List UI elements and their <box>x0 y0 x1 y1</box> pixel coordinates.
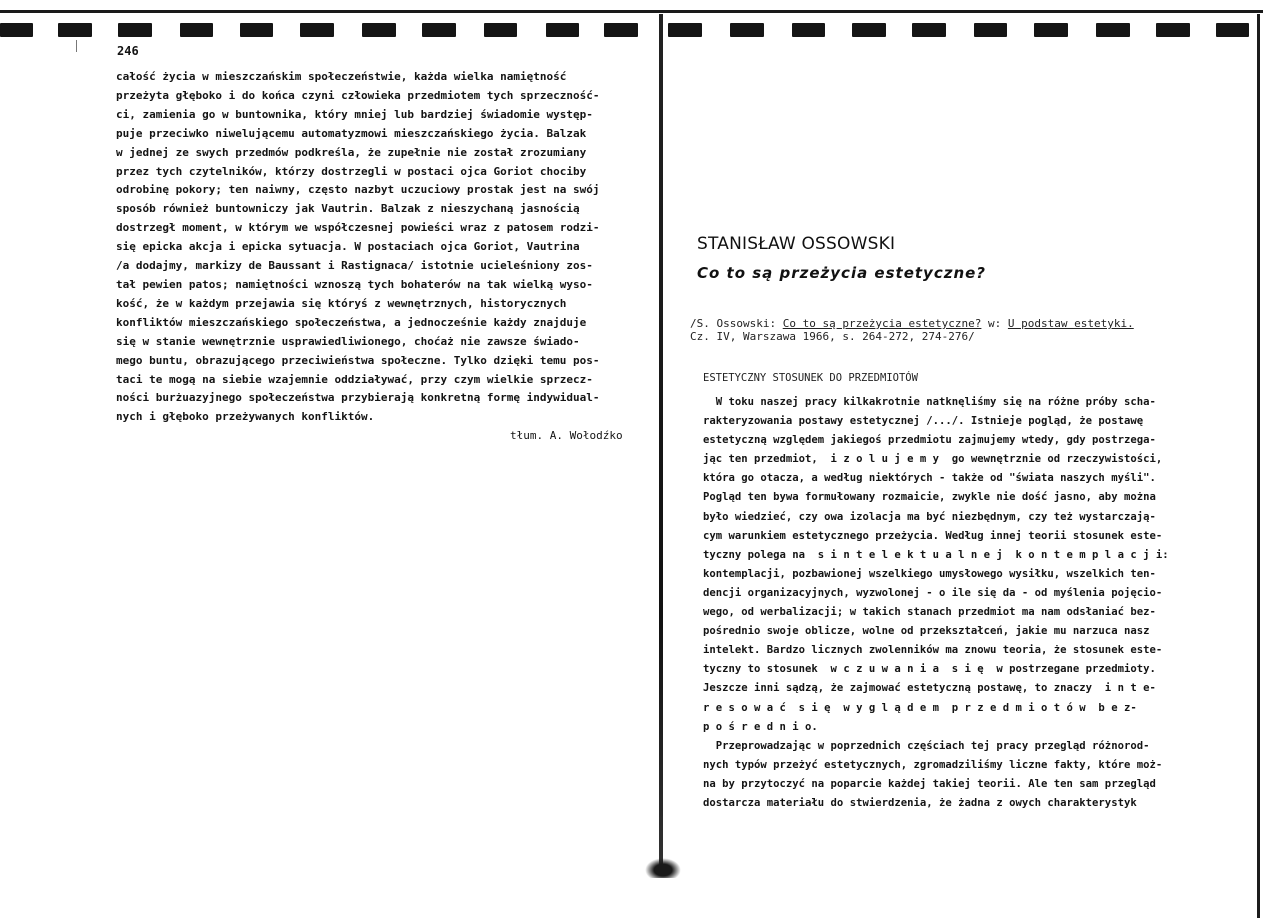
text-line: Pogląd ten bywa formułowany rozmaicie, zwykle nie dość jasno, aby można <box>703 491 1156 504</box>
perforation-mark <box>546 23 579 37</box>
perforation-mark <box>484 23 517 37</box>
citation-book: U podstaw estetyki. <box>1007 317 1134 330</box>
text-line: tyczny to stosunek w c z u w a n i a s i ę w postrzegane przedmioty. <box>703 663 1156 676</box>
text-line: tał pewien patos; namiętności wznoszą tych bohaterów na tak wielką wyso- <box>116 277 593 291</box>
perforation-mark <box>422 23 456 37</box>
page-right-edge <box>1257 14 1260 918</box>
text-line: Jeszcze inni sądzą, że zajmować estetyczną postawę, to znaczy i n t e- <box>703 682 1156 695</box>
text-line: ci, zamienia go w buntownika, który mniej lub bardziej świadomie występ- <box>116 107 593 121</box>
text-line: intelekt. Bardzo licznych zwolenników ma znowu teoria, że stosunek este- <box>703 644 1163 657</box>
right-page-body <box>703 393 1169 813</box>
text-line: kontemplacji, pozbawionej wszelkiego umysłowego wysiłku, wszelkich ten- <box>703 567 1156 580</box>
article-author: STANISŁAW OSSOWSKI <box>697 234 896 254</box>
perforation-mark <box>1096 23 1130 37</box>
text-line: się w stanie wewnętrznie usprawiedliwionego, choćaż nie zawsze świado- <box>116 334 580 348</box>
text-line: pośrednio swoje oblicze, wolne od przekształceń, jakie mu narzuca nasz <box>703 625 1150 638</box>
text-line: ności burżuazyjnego społeczeństwa przybierają konkretną formę indywidual- <box>116 391 600 405</box>
perforation-mark <box>180 23 213 37</box>
text-line: dencji organizacyjnych, wyzwolonej - o ile się da - od myślenia pojęcio- <box>703 586 1163 599</box>
text-line: r e s o w a ć s i ę w y g l ą d e m p r z e d m i o t ó w b e z- <box>703 701 1137 714</box>
text-line: taci te mogą na siebie wzajemnie oddziaływać, przy czym wielkie sprzecz- <box>116 372 593 386</box>
perforation-mark <box>730 23 764 37</box>
text-line: odrobinę pokory; ten naiwny, często nazbyt uczuciowy prostak jest na swój <box>116 183 600 197</box>
text-line: rakteryzowania postawy estetycznej /.../. Istnieje pogląd, że postawę <box>703 415 1144 428</box>
text-line: sposób również buntowniczy jak Vautrin. Balzak z nieszychaną jasnością <box>116 202 580 216</box>
perforation-mark <box>912 23 946 37</box>
text-line: na by przytoczyć na poparcie każdej takiej teorii. Ale ten sam przegląd <box>703 777 1156 790</box>
text-line: estetyczną względem jakiegoś przedmiotu zajmujemy wtedy, gdy postrzega- <box>703 434 1156 447</box>
text-line: dostarcza materiału do stwierdzenia, że żadna z owych charakterystyk <box>703 796 1137 809</box>
text-line: która go otacza, a według niektórych - także od "świata naszych myśli". <box>703 472 1156 485</box>
text-line: jąc ten przedmiot, i z o l u j e m y go wewnętrznie od rzeczywistości, <box>703 453 1163 466</box>
scan-top-edge <box>0 0 1263 18</box>
page-number: 246 <box>117 44 139 58</box>
perforation-mark <box>1034 23 1068 37</box>
scan-top-rule <box>0 10 1263 13</box>
perforation-mark <box>362 23 396 37</box>
perforation-mark <box>1156 23 1190 37</box>
perforation-mark <box>1216 23 1249 37</box>
perforation-mark <box>792 23 825 37</box>
text-line: przez tych czytelników, którzy dostrzegli w postaci ojca Goriot chociby <box>116 164 587 178</box>
perforation-mark <box>604 23 638 37</box>
perforation-mark <box>240 23 273 37</box>
left-page-body <box>116 68 599 427</box>
perforation-mark <box>58 23 92 37</box>
perforation-mark <box>668 23 702 37</box>
text-line: nych i głęboko przeżywanych konfliktów. <box>116 410 375 424</box>
source-citation <box>690 317 1134 343</box>
text-line: tyczny polega na s i n t e l e k t u a l n e j k o n t e m p l a c j i: <box>703 548 1169 561</box>
perforation-mark <box>974 23 1007 37</box>
margin-mark <box>76 40 77 52</box>
text-line: puje przeciwko niwelującemu automatyzmowi mieszczańskiego życia. Balzak <box>116 126 587 140</box>
perforation-mark <box>0 23 33 37</box>
text-line: się epicka akcja i epicka sytuacja. W postaciach ojca Goriot, Vautrina <box>116 240 580 254</box>
text-line: /a dodajmy, markizy de Baussant i Rastignaca/ istotnie ucieleśniony zos- <box>116 259 593 273</box>
text-line: konfliktów mieszczańskiego społeczeństwa, a jednocześnie każdy znajduje <box>116 315 587 329</box>
text-line: cym warunkiem estetycznego przeżycia. Według innej teorii stosunek este- <box>703 529 1163 542</box>
text-line: w jednej ze swych przedmów podkreśla, że zupełnie nie został zrozumiany <box>116 145 587 159</box>
text-line: całość życia w mieszczańskim społeczeństwie, każda wielka namiętność <box>116 70 567 83</box>
text-line: dostrzegł moment, w którym we współczesnej powieści wraz z patosem rodzi- <box>116 221 600 235</box>
translator-credit: tłum. A. Wołodźko <box>510 429 623 442</box>
article-title: Co to są przeżycia estetyczne? <box>697 264 986 282</box>
text-line: kość, że w każdym przejawia się któryś z wewnętrznych, historycznych <box>116 296 567 310</box>
text-line: było wiedzieć, czy owa izolacja ma być niezbędnym, czy też wystarczają- <box>703 510 1156 523</box>
citation-work: Co to są przeżycia estetyczne? <box>782 317 982 330</box>
text-line: wego, od werbalizacji; w takich stanach przedmiot ma nam odsłaniać bez- <box>703 606 1156 619</box>
text-line: Przeprowadzając w poprzednich częściach tej pracy przegląd różnorod- <box>703 739 1150 752</box>
spine-shadow <box>645 858 681 878</box>
text-line: p o ś r e d n i o. <box>703 720 818 733</box>
perforation-mark <box>118 23 152 37</box>
section-heading: ESTETYCZNY STOSUNEK DO PRZEDMIOTÓW <box>703 372 918 384</box>
perforation-mark <box>300 23 334 37</box>
text-line: W toku naszej pracy kilkakrotnie natknęliśmy się na różne próby scha- <box>703 396 1156 408</box>
citation-line2: Cz. IV, Warszawa 1966, s. 264-272, 274-276/ <box>690 330 975 343</box>
citation-middle: w: <box>981 317 1008 330</box>
text-line: mego buntu, obrazującego przeciwieństwa społeczne. Tylko dzięki temu pos- <box>116 353 600 367</box>
perforation-mark <box>852 23 886 37</box>
text-line: przeżyta głęboko i do końca czyni człowieka przedmiotem tych sprzeczność- <box>116 88 600 102</box>
text-line: nych typów przeżyć estetycznych, zgromadziliśmy liczne fakty, które moż- <box>703 758 1163 771</box>
citation-prefix: /S. Ossowski: <box>690 317 783 330</box>
book-spine <box>659 14 663 874</box>
